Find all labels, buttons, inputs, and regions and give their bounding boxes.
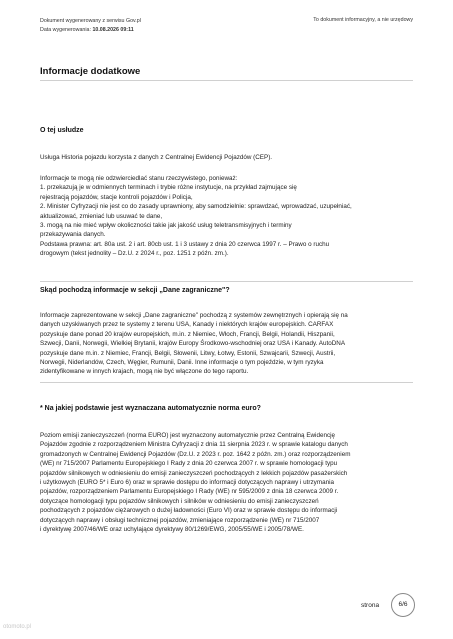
text-line: (WE) nr 715/2007 Parlamentu Europejskiego I Rady z dnia 20 czerwca 2007 r. w sprawie homologacji typu (40, 460, 338, 468)
section-foreign-body (40, 311, 414, 377)
text-line: aktualizować, zmieniać lub usuwać te dane, (40, 212, 163, 220)
text-line: pozyskuje dane ponad 20 krajów europejskich, m.in. z Niemiec, Włoch, Francji, Belgii, Holandii, Hiszpanii, (40, 330, 335, 338)
text-line: Informacje te mogą nie odzwierciedlać stanu rzeczywistego, ponieważ: (40, 175, 238, 182)
generation-date-value: 10.08.2026 09:11 (92, 27, 134, 33)
text-line: Informacje zaprezentowane w sekcji „Dane zagraniczne" pochodzą z systemów zewnętrznych i opierają się na (40, 312, 348, 319)
text-line: dotyczące homologacji typu pojazdów silnikowych i silników w odniesieniu do emisji zanieczyszczeń (40, 497, 319, 505)
text-line: Norwegii, Niderlandów, Czech, Węgier, Rumunii, Danii. Inne informacje o tym pojeździe, w tym ryzyka (40, 359, 324, 367)
text-line: zidentyfikowane w innych krajach, mogą nie być włączone do tego raportu. (40, 368, 249, 376)
section-heading-foreign: Skąd pochodzą informacje w sekcji „Dane zagraniczne"? (40, 287, 230, 294)
divider (40, 80, 413, 81)
text-line: drogowym (tekst jednolity – Dz.U. z 2024 r., poz. 1251 z późn. zm.). (40, 250, 229, 258)
header-disclaimer: To dokument informacyjny, a nie urzędowy (313, 17, 413, 23)
text-line: 1. przekazują je w odmiennych terminach i trybie różne instytucje, na przykład zajmujące się (40, 184, 297, 192)
text-line: Szwecji, Danii, Norwegii, Wielkiej Brytanii, krajów Europy Środkowo-wschodniej oraz USA i Kanady. AutoDNA (40, 340, 346, 348)
text-line: 2. Minister Cyfryzacji nie jest co do zasady uprawniony, aby samodzielnie: sprawdzać, wprowadzać, uzupełniać, (40, 203, 352, 211)
generation-date (40, 26, 141, 35)
text-line: dotyczących naprawy i obsługi technicznej pojazdów, zmieniające rozporządzenie (WE) nr 715/2007 (40, 516, 320, 524)
text-line: pochodzących z pojazdów ciężarowych o dużej ładowności (Euro VI) oraz w sprawie dostępu do informacji (40, 507, 338, 515)
text-line: Pojazdów zgodnie z rozporządzeniem Ministra Cyfryzacji z dnia 11 sierpnia 2023 r. w sprawie katalogu danych (40, 441, 348, 449)
page-number-badge: 6/6 (391, 593, 415, 617)
text-line: pozyskuje dane m.in. z Niemiec, Francji, Belgii, Słowenii, Litwy, Łotwy, Estonii, Szwajcarii, Szwecji, Austrii, (40, 349, 336, 357)
section-euro-body (40, 431, 414, 534)
text-line: gromadzonych w Centralnej Ewidencji Pojazdów (Dz.U. z 2023 r. poz. 1642 z późn. zm.) oraz rozporządzeniem (40, 450, 351, 458)
text-line: przekazywania danych. (40, 231, 106, 239)
section-heading-about: O tej usłudze (40, 127, 84, 134)
page-number-label: strona (361, 602, 380, 609)
text-line: i użytkowych (EURO 5* i Euro 6) oraz w sprawie dostępu do informacji dotyczących naprawy i utrzymania (40, 479, 334, 487)
header-meta (40, 17, 141, 35)
section-about-intro (40, 153, 414, 162)
text-line: 3. mogą na nie mieć wpływ okoliczności takie jak jakość usług teletransmisyjnych i terminy (40, 222, 292, 230)
page-title: Informacje dodatkowe (40, 66, 141, 77)
section-about-body (40, 174, 414, 259)
text-line: rejestracją pojazdów, stacje kontroli pojazdów i Policja, (40, 193, 193, 201)
text-line: pojazdów, rozporządzeniem Parlamentu Europejskiego I Rady (WE) nr 595/2009 z dnia 18 czerwca 2009 r. (40, 488, 339, 496)
text-line: danych uzyskiwanych przez te systemy z terenu USA, Kanady i niektórych krajów europejskich. CARFAX (40, 321, 334, 329)
divider (40, 281, 413, 282)
text-line: Podstawa prawna: art. 80a ust. 2 i art. 80cb ust. 1 i 3 ustawy z dnia 20 czerwca 1997 r. – Prawo o ruchu (40, 240, 330, 248)
generation-date-label: Data wygenerowania: (40, 27, 91, 33)
text-line: Poziom emisji zanieczyszczeń (norma EURO) jest wyznaczony automatycznie przez Centralną Ewidencję (40, 432, 336, 439)
text-line: pojazdów silnikowych w odniesieniu do emisji zanieczyszczeń pochodzących z lekkich pojazdów pasażerskich (40, 469, 348, 477)
paragraph: Usługa Historia pojazdu korzysta z danych z Centralnej Ewidencji Pojazdów (CEP). (40, 154, 273, 161)
watermark-text: otomoto.pl (3, 624, 32, 630)
generated-by-text: Dokument wygenerowany z serwisu Gov.pl (40, 18, 141, 24)
section-heading-euro: * Na jakiej podstawie jest wyznaczana automatycznie norma euro? (40, 405, 261, 412)
divider (40, 382, 413, 383)
text-line: i dyrektywę 2007/46/WE oraz uchylające dyrektywy 80/1269/EWG, 2005/55/WE i 2005/78/WE. (40, 526, 304, 534)
